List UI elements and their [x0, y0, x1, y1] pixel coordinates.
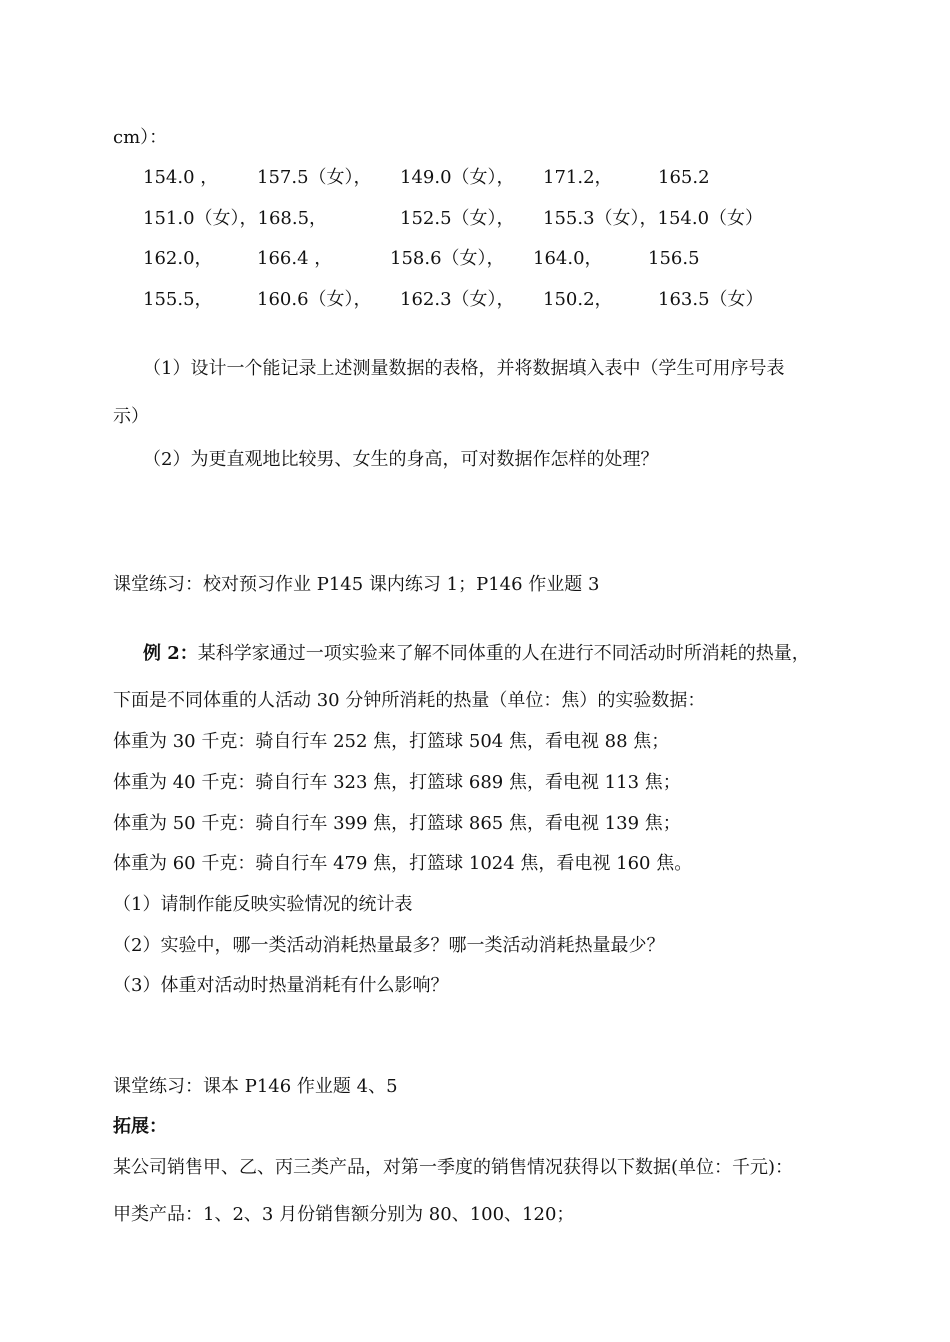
cm-unit-line: cm）：	[113, 127, 168, 148]
height-value: 171.2，	[543, 167, 613, 188]
example-2-line-2: 下面是不同体重的人活动 30 分钟所消耗的热量（单位：焦）的实验数据：	[113, 690, 706, 711]
extension-line-2: 甲类产品：1、2、3 月份销售额分别为 80、100、120；	[113, 1204, 575, 1225]
height-value: 149.0（女），	[400, 167, 515, 188]
height-value: 151.0（女），168.5，	[143, 208, 328, 229]
example-2-question: （3）体重对活动时热量消耗有什么影响？	[113, 975, 449, 996]
weight-data-line: 体重为 60 千克：骑自行车 479 焦，打篮球 1024 焦，看电视 160 焦。	[113, 853, 693, 874]
weight-data-line: 体重为 40 千克：骑自行车 323 焦，打篮球 689 焦，看电视 113 焦；	[113, 772, 681, 793]
height-value: 164.0，	[533, 248, 603, 269]
height-value: 157.5（女），	[257, 167, 372, 188]
example-2-question: （2）实验中，哪一类活动消耗热量最多？哪一类活动消耗热量最少？	[113, 935, 665, 956]
example-2-question: （1）请制作能反映实验情况的统计表	[113, 894, 413, 915]
height-value: 165.2	[658, 167, 710, 188]
height-value: 162.3（女），	[400, 289, 515, 310]
height-value: 158.6（女），	[390, 248, 505, 269]
weight-data-line: 体重为 50 千克：骑自行车 399 焦，打篮球 865 焦，看电视 139 焦；	[113, 813, 681, 834]
question-1-line-2: 示）	[113, 406, 149, 427]
extension-line-1: 某公司销售甲、乙、丙三类产品，对第一季度的销售情况获得以下数据(单位：千元)：	[113, 1157, 794, 1178]
height-value: 162.0，	[143, 248, 213, 269]
question-1-line-1: （1）设计一个能记录上述测量数据的表格，并将数据填入表中（学生可用序号表	[143, 358, 785, 379]
example-2-line-1	[143, 642, 810, 666]
height-value: 160.6（女），	[257, 289, 372, 310]
height-value: 156.5	[648, 248, 700, 269]
height-value: 166.4 ，	[257, 248, 333, 269]
height-value: 154.0 ，	[143, 167, 219, 188]
height-value: 163.5（女）	[658, 289, 764, 310]
example-2-text: 某科学家通过一项实验来了解不同体重的人在进行不同活动时所消耗的热量，	[197, 643, 810, 664]
classroom-practice-1: 课堂练习：校对预习作业 P145 课内练习 1；P146 作业题 3	[113, 574, 600, 595]
classroom-practice-2: 课堂练习：课本 P146 作业题 4、5	[113, 1076, 398, 1097]
weight-data-line: 体重为 30 千克：骑自行车 252 焦，打篮球 504 焦，看电视 88 焦；	[113, 731, 670, 752]
height-value: 155.5，	[143, 289, 213, 310]
height-value: 152.5（女），	[400, 208, 515, 229]
extension-title: 拓展：	[113, 1116, 167, 1137]
question-2-line: （2）为更直观地比较男、女生的身高，可对数据作怎样的处理？	[143, 449, 659, 470]
height-value: 150.2，	[543, 289, 613, 310]
height-value: 155.3（女），154.0（女）	[543, 208, 764, 229]
example-2-label: 例 2：	[143, 643, 198, 664]
